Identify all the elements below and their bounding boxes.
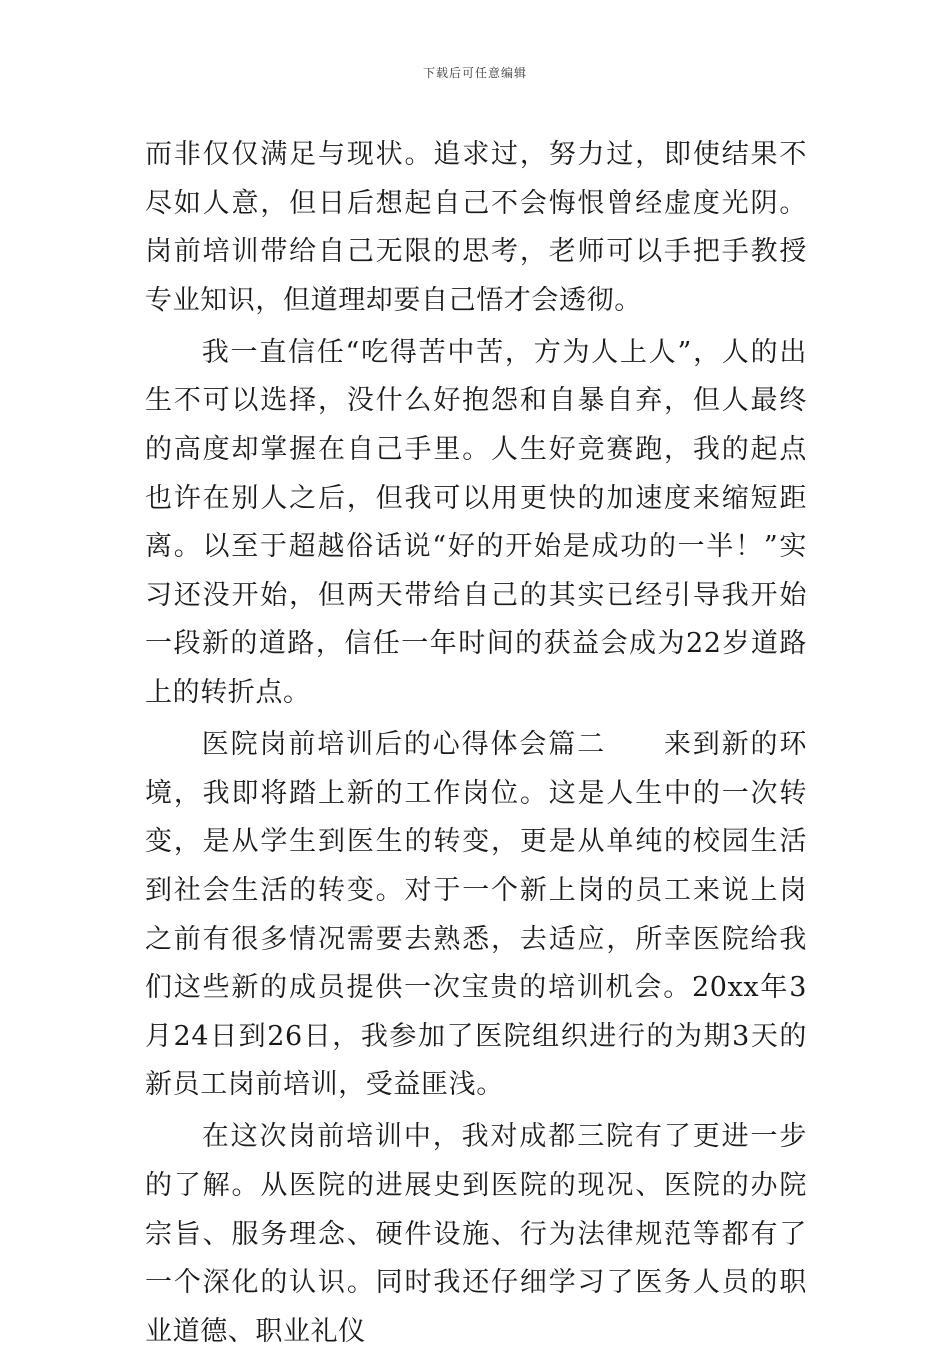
paragraph-1: 而非仅仅满足与现状。追求过，努力过，即使结果不尽如人意，但日后想起自己不会悔恨曾经虚度光阴。岗前培训带给自己无限的思考，老师可以手把手教授专业知识，但道理却要自己悟才会透彻。 — [145, 139, 807, 316]
paragraph-4: 在这次岗前培训中，我对成都三院有了更进一步的了解。从医院的进展史到医院的现况、医院的办院宗旨、服务理念、硬件设施、行为法律规范等都有了一个深化的认识。同时我还仔细学习了医务人员的职业道德、职业礼仪 — [145, 1121, 807, 1347]
document-body — [145, 131, 807, 1356]
paragraph-2: 我一直信任“吃得苦中苦，方为人上人”，人的出生不可以选择，没什么好抱怨和自暴自弃，但人最终的高度却掌握在自己手里。人生好竞赛跑，我的起点也许在别人之后，但我可以用更快的加速度来缩短距离。以至于超越俗话说“好的开始是成功的一半！”实习还没开始，但两天带给自己的其实已经引导我开始一段新的道路，信任一年时间的获益会成为22岁道路上的转折点。 — [145, 336, 807, 709]
paragraph-3: 医院岗前培训后的心得体会篇二 来到新的环境，我即将踏上新的工作岗位。这是人生中的一次转变，是从学生到医生的转变，更是从单纯的校园生活到社会生活的转变。对于一个新上岗的员工来说上岗之前有很多情况需要去熟悉，去适应，所幸医院给我们这些新的成员提供一次宝贵的培训机会。20xx年3月24日到26日，我参加了医院组织进行的为期3天的新员工岗前培训，受益匪浅。 — [145, 729, 807, 1101]
page-header: 下载后可任意编辑 — [422, 66, 527, 80]
